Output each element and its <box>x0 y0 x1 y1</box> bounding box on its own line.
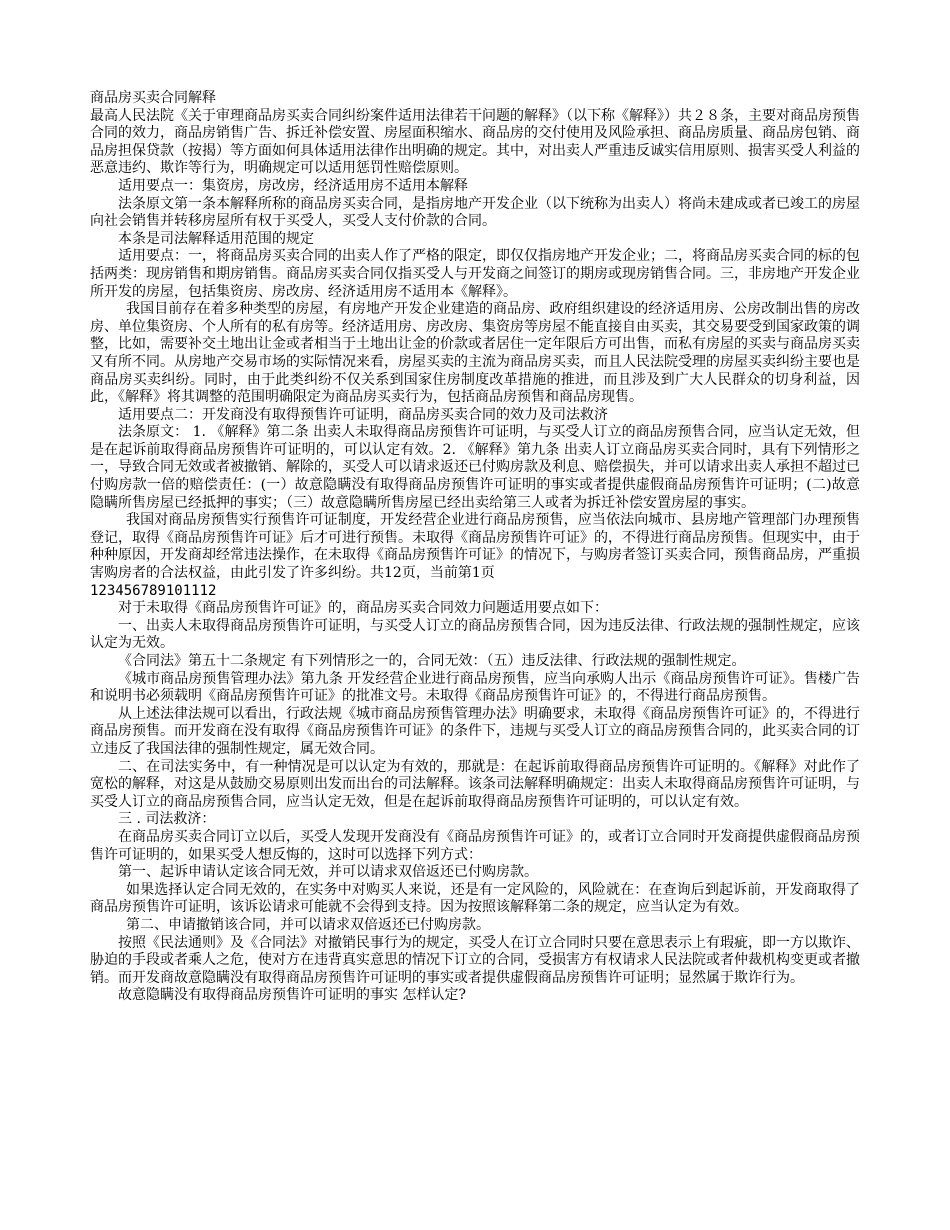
body-paragraph: 一、出卖人未取得商品房预售许可证明，与买受人订立的商品房预售合同，因为违反法律、行政法规的强制性规定，应该认定为无效。 <box>90 617 860 652</box>
body-paragraph: 从上述法律法规可以看出，行政法规《城市商品房预售管理办法》明确要求，未取得《商品房预售许可证》的，不得进行商品房预售。而开发商在没有取得《商品房预售许可证》的条件下，违规与买受人订立的商品房预售合同的，此买卖合同的订立违反了我国法律的强制性规定，属无效合同。 <box>90 705 860 757</box>
body-paragraph: 在商品房买卖合同订立以后，买受人发现开发商没有《商品房预售许可证》的，或者订立合同时开发商提供虚假商品房预售许可证明的，如果买受人想反悔的，这时可以选择下列方式： <box>90 828 860 863</box>
body-paragraph: 《城市商品房预售管理办法》第九条 开发经营企业进行商品房预售，应当向承购人出示《商品房预售许可证》。售楼广告和说明书必须载明《商品房预售许可证》的批准文号。未取得《商品房预售许可证》的，不得进行商品房预售。 <box>90 670 860 705</box>
body-paragraph: 按照《民法通则》及《合同法》对撤销民事行为的规定，买受人在订立合同时只要在意思表示上有瑕疵，即一方以欺诈、胁迫的手段或者乘人之危，使对方在违背真实意思的情况下订立的合同，受损害方有权请求人民法院或者仲裁机构变更或者撤销。而开发商故意隐瞒没有取得商品房预售许可证明的事实或者提供虚假商品房预售许可证明；显然属于欺诈行为。 <box>90 934 860 986</box>
document-page <box>90 90 860 1005</box>
body-paragraph: 第一、起诉申请认定该合同无效，并可以请求双倍返还已付购房款。 <box>118 864 538 881</box>
body-paragraph: 《合同法》第五十二条规定 有下列情形之一的，合同无效：（五）违反法律、行政法规的强制性规定。 <box>118 653 746 669</box>
intro-paragraph: 最高人民法院《关于审理商品房买卖合同纠纷案件适用法律若干问题的解释》（以下称《解释》）共２８条，主要对商品房预售合同的效力，商品房销售广告、拆迁补偿安置、房屋面积缩水、商品房的交付使用及风险承担、商品房质量、商品房包销、商品房担保贷款（按揭）等方面如何具体适用法律作出明确的规定。其中，对出卖人严重违反诚实信用原则、损害买受人利益的恶意违约、欺诈等行为，明确规定可以适用惩罚性赔偿原则。 <box>90 107 860 177</box>
body-paragraph: 如果选择认定合同无效的，在实务中对购买人来说，还是有一定风险的，风险就在：在查询后到起诉前，开发商取得了商品房预售许可证明，该诉讼请求可能就不会得到支持。因为按照该解释第二条的规定，应当认定为有效。 <box>90 881 860 916</box>
body-paragraph: 对于未取得《商品房预售许可证》的，商品房买卖合同效力问题适用要点如下： <box>118 600 608 617</box>
body-paragraph: 法条原文第一条本解释所称的商品房买卖合同，是指房地产开发企业（以下统称为出卖人）将尚未建成或者已竣工的房屋向社会销售并转移房屋所有权于买受人，买受人支付价款的合同。 <box>90 195 860 230</box>
body-paragraph: 第二、申请撤销该合同，并可以请求双倍返还已付购房款。 <box>126 916 490 933</box>
section-heading: 三 . 司法救济： <box>118 811 216 828</box>
body-paragraph: 适用要点：一，将商品房买卖合同的出卖人作了严格的限定，即仅仅指房地产开发企业；二，将商品房买卖合同的标的包括两类：现房销售和期房销售。商品房买卖合同仅指买受人与开发商之间签订的期房或现房销售合同。三，非房地产开发企业所开发的房屋，包括集资房、房改房、经济适用房不适用本《解释》。 <box>90 248 860 300</box>
page-number-links[interactable]: 123456789101112 <box>90 582 217 599</box>
body-paragraph: 二、在司法实务中，有一种情况是可以认定为有效的，那就是：在起诉前取得商品房预售许可证明的。《解释》对此作了宽松的解释，对这是从鼓励交易原则出发而出台的司法解释。该条司法解释明确规定：出卖人未取得商品房预售许可证明，与买受人订立的商品房预售合同，应当认定无效，但是在起诉前取得商品房预售许可证明的，可以认定有效。 <box>90 758 860 810</box>
section-heading: 适用要点一：集资房，房改房，经济适用房不适用本解释 <box>118 177 468 194</box>
section-heading: 本条是司法解释适用范围的规定 <box>118 230 314 247</box>
body-paragraph: 我国目前存在着多种类型的房屋，有房地产开发企业建造的商品房、政府组织建设的经济适用房、公房改制出售的房改房、单位集资房、个人所有的私有房等。经济适用房、房改房、集资房等房屋不能直接自由买卖，其交易要受到国家政策的调整，比如，需要补交土地出让金或者相当于土地出让金的价款或者居住一定年限后方可出售，而私有房屋的买卖与商品房买卖又有所不同。从房地产交易市场的实际情况来看，房屋买卖的主流为商品房买卖，而且人民法院受理的房屋买卖纠纷主要也是商品房买卖纠纷。同时，由于此类纠纷不仅关系到国家住房制度改革措施的推进，而且涉及到广大人民群众的切身利益，因此，《解释》将其调整的范围明确限定为商品房买卖行为，包括商品房预售和商品房现售。 <box>90 301 860 406</box>
body-paragraph: 我国对商品房预售实行预售许可证制度，开发经营企业进行商品房预售，应当依法向城市、县房地产管理部门办理预售登记，取得《商品房预售许可证》后才可进行预售。未取得《商品房预售许可证》的，不得进行商品房预售。但现实中，由于种种原因，开发商却经常违法操作，在未取得《商品房预售许可证》的情况下，与购房者签订买卖合同，预售商品房，严重损害购房者的合法权益，由此引发了许多纠纷。共12页，当前第1页 <box>90 512 860 582</box>
closing-question: 故意隐瞒没有取得商品房预售许可证明的事实 怎样认定? <box>118 987 466 1004</box>
document-title: 商品房买卖合同解释 <box>90 90 216 106</box>
body-paragraph: 法条原文： 1. 《解释》第二条 出卖人未取得商品房预售许可证明，与买受人订立的商品房预售合同，应当认定无效，但是在起诉前取得商品房预售许可证明的，可以认定有效。2. 《解释》第九条 出卖人订立商品房买卖合同时，具有下列情形之一，导致合同无效或者被撤销、解除的，买受人可以请求返还已付购房款及利息、赔偿损失，并可以请求出卖人承担不超过已付购房款一倍的赔偿责任：(一）故意隐瞒没有取得商品房预售许可证明的事实或者提供虚假商品房预售许可证明；(二)故意隐瞒所售房屋已经抵押的事实；（三）故意隐瞒所售房屋已经出卖给第三人或者为拆迁补偿安置房屋的事实。 <box>90 424 860 511</box>
section-heading: 适用要点二：开发商没有取得预售许可证明，商品房买卖合同的效力及司法救济 <box>118 406 608 423</box>
